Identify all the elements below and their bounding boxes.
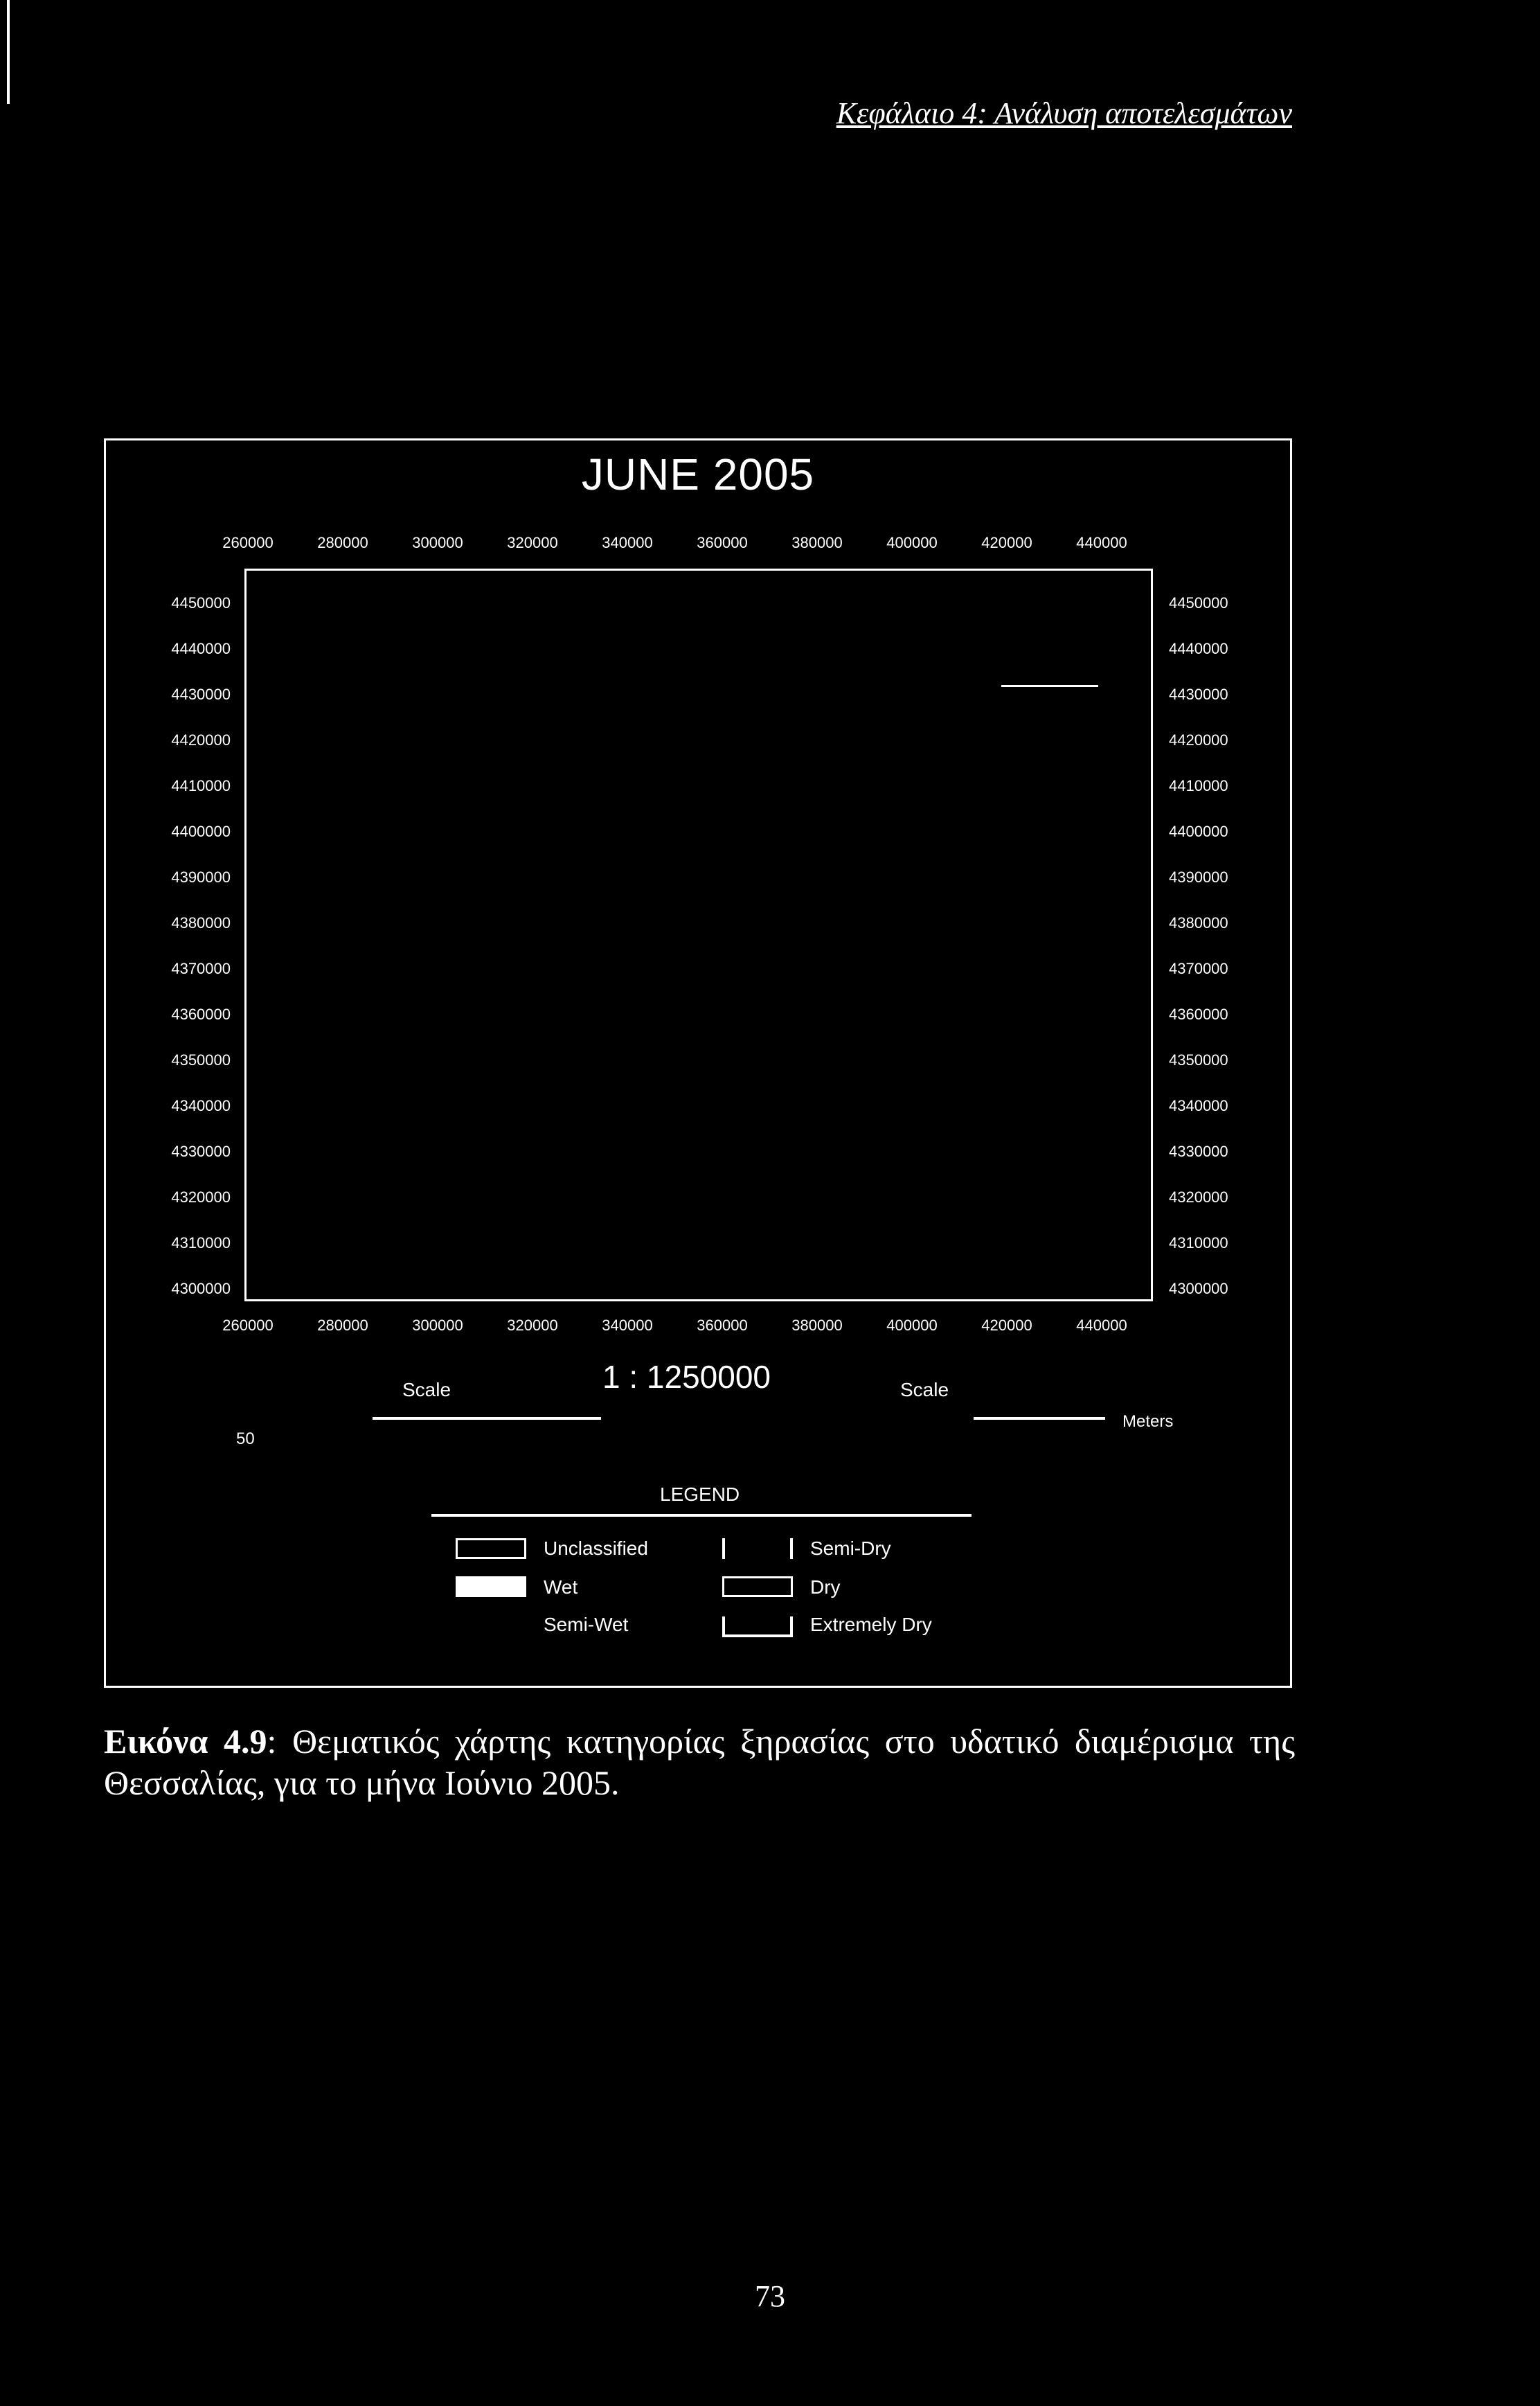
y-tick-left: 4440000	[171, 640, 231, 657]
scale-units: Meters	[1122, 1412, 1174, 1431]
y-tick-left: 4420000	[171, 731, 231, 749]
scale-bar-right	[974, 1417, 1105, 1420]
legend-swatch-semi-dry	[722, 1538, 793, 1559]
x-tick-bottom: 320000	[507, 1317, 558, 1334]
x-tick-bottom: 360000	[697, 1317, 748, 1334]
x-tick-bottom: 440000	[1076, 1317, 1127, 1334]
legend-rule	[431, 1514, 972, 1517]
left-margin-rule	[7, 0, 10, 104]
caption-text: : Θεματικός χάρτης κατηγορίας ξηρασίας στο υδατικό διαμέρισμα της Θεσσαλίας, για το μήνα Ιούνιο 2005.	[104, 1722, 1295, 1802]
legend-label-wet: Wet	[544, 1576, 578, 1598]
x-tick-bottom: 260000	[222, 1317, 274, 1334]
map-plot-area	[244, 569, 1153, 1301]
caption-label: Εικόνα 4.9	[104, 1722, 267, 1761]
y-tick-right: 4360000	[1169, 1006, 1228, 1023]
chapter-header: Κεφάλαιο 4: Ανάλυση αποτελεσμάτων	[836, 96, 1292, 130]
x-tick-top: 260000	[222, 534, 274, 551]
y-tick-left: 4430000	[171, 686, 231, 703]
y-tick-left: 4310000	[171, 1234, 231, 1251]
x-tick-top: 300000	[412, 534, 463, 551]
scale-left-label: Scale	[402, 1379, 451, 1400]
x-tick-bottom: 380000	[791, 1317, 843, 1334]
y-tick-right: 4370000	[1169, 960, 1228, 977]
scale-ratio: 1 : 1250000	[602, 1359, 771, 1395]
y-tick-left: 4330000	[171, 1143, 231, 1160]
legend-swatch-unclassified	[456, 1538, 526, 1559]
map-figure	[104, 438, 1292, 1688]
y-tick-left: 4450000	[171, 594, 231, 612]
x-tick-bottom: 400000	[886, 1317, 938, 1334]
y-tick-right: 4400000	[1169, 823, 1228, 840]
x-tick-top: 380000	[791, 534, 843, 551]
y-tick-right: 4310000	[1169, 1234, 1228, 1251]
y-tick-right: 4340000	[1169, 1097, 1228, 1114]
scale-bar-left	[373, 1417, 601, 1420]
legend-swatch-extremely-dry	[722, 1616, 793, 1637]
scale-number: 50	[236, 1429, 255, 1448]
y-tick-right: 4350000	[1169, 1051, 1228, 1069]
y-tick-left: 4350000	[171, 1051, 231, 1069]
x-tick-bottom: 340000	[602, 1317, 653, 1334]
map-feature-line	[1001, 685, 1098, 687]
x-tick-bottom: 420000	[981, 1317, 1032, 1334]
y-tick-right: 4390000	[1169, 868, 1228, 886]
y-tick-right: 4420000	[1169, 731, 1228, 749]
y-tick-right: 4300000	[1169, 1280, 1228, 1297]
y-tick-right: 4410000	[1169, 777, 1228, 794]
legend-label-extremely-dry: Extremely Dry	[810, 1614, 932, 1635]
page-number: 73	[755, 2279, 785, 2313]
y-tick-left: 4390000	[171, 868, 231, 886]
y-tick-right: 4330000	[1169, 1143, 1228, 1160]
x-tick-bottom: 280000	[317, 1317, 368, 1334]
x-tick-top: 400000	[886, 534, 938, 551]
y-tick-right: 4320000	[1169, 1188, 1228, 1206]
y-tick-left: 4360000	[171, 1006, 231, 1023]
legend-label-semi-wet: Semi-Wet	[544, 1614, 629, 1635]
map-title: JUNE 2005	[581, 449, 815, 499]
legend-label-dry: Dry	[810, 1576, 841, 1598]
y-tick-right: 4380000	[1169, 914, 1228, 932]
y-tick-right: 4430000	[1169, 686, 1228, 703]
legend-label-semi-dry: Semi-Dry	[810, 1538, 891, 1559]
y-tick-left: 4380000	[171, 914, 231, 932]
y-tick-right: 4450000	[1169, 594, 1228, 612]
x-tick-top: 420000	[981, 534, 1032, 551]
x-tick-top: 440000	[1076, 534, 1127, 551]
x-tick-bottom: 300000	[412, 1317, 463, 1334]
legend-label-unclassified: Unclassified	[544, 1538, 648, 1559]
legend-swatch-wet	[456, 1576, 526, 1597]
y-tick-left: 4370000	[171, 960, 231, 977]
legend-swatch-dry	[722, 1576, 793, 1597]
legend-title: LEGEND	[660, 1483, 740, 1505]
y-tick-left: 4320000	[171, 1188, 231, 1206]
y-tick-left: 4340000	[171, 1097, 231, 1114]
y-tick-left: 4300000	[171, 1280, 231, 1297]
scale-right-label: Scale	[900, 1379, 949, 1400]
x-tick-top: 320000	[507, 534, 558, 551]
y-tick-right: 4440000	[1169, 640, 1228, 657]
x-tick-top: 280000	[317, 534, 368, 551]
y-tick-left: 4400000	[171, 823, 231, 840]
y-tick-left: 4410000	[171, 777, 231, 794]
x-tick-top: 360000	[697, 534, 748, 551]
x-tick-top: 340000	[602, 534, 653, 551]
figure-caption	[104, 1720, 1295, 1803]
